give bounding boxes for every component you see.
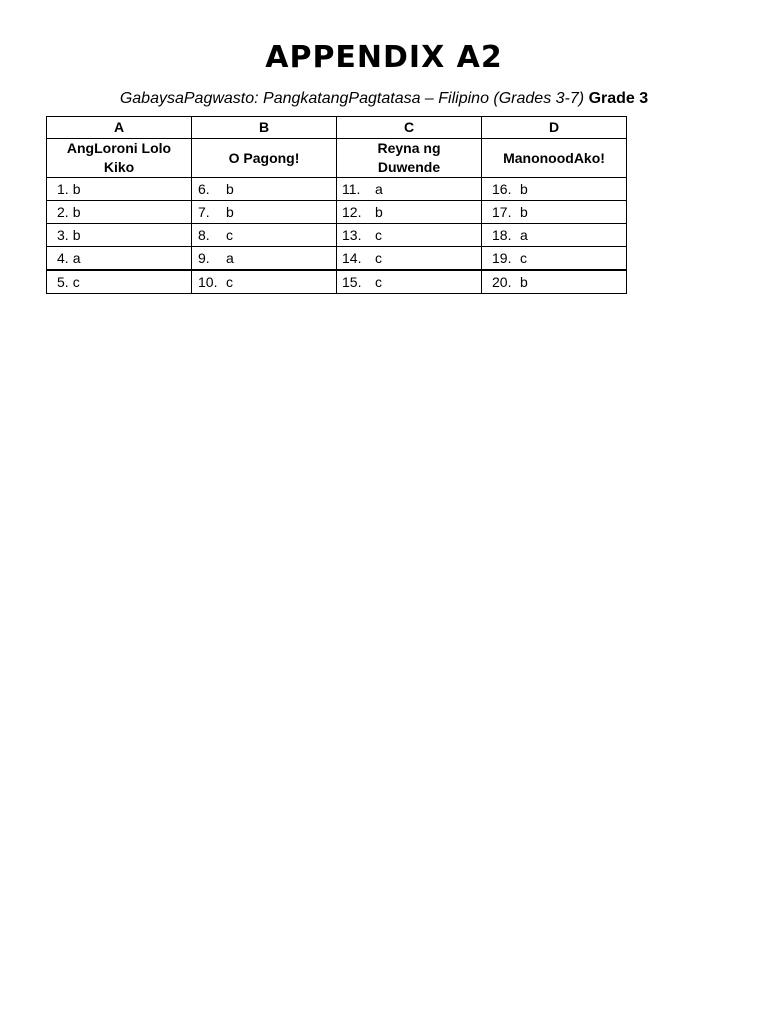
answer-cell — [482, 270, 627, 294]
item-answer: c — [375, 250, 382, 266]
item-number: 7. — [198, 204, 210, 220]
table-row — [47, 178, 627, 201]
answer-cell — [47, 178, 192, 201]
item-number: 15. — [342, 274, 362, 290]
page-title: APPENDIX A2 — [265, 40, 503, 75]
item-number: 20. — [492, 274, 512, 290]
item-number: 6. — [198, 181, 210, 197]
item-number: 19. — [492, 250, 512, 266]
column-letter-a: A — [47, 117, 192, 139]
column-title-c — [337, 139, 482, 178]
answer-cell — [482, 201, 627, 224]
subtitle-guide-text: GabaysaPagwasto: PangkatangPagtatasa – Filipino (Grades 3-7) — [119, 90, 585, 107]
answer-cell — [482, 247, 627, 271]
answer-cell — [337, 224, 482, 247]
item-number: 12. — [342, 204, 362, 220]
item-number: 4. — [57, 250, 69, 266]
item-answer: b — [72, 227, 81, 243]
column-title-a — [47, 139, 192, 178]
table-row — [47, 224, 627, 247]
item-number: 13. — [342, 227, 362, 243]
item-answer: b — [226, 204, 234, 220]
table-row — [47, 201, 627, 224]
answer-cell — [337, 270, 482, 294]
item-answer: c — [72, 274, 80, 290]
item-number: 8. — [198, 227, 210, 243]
item-answer: b — [520, 274, 528, 290]
answer-cell — [192, 247, 337, 271]
item-number: 14. — [342, 250, 362, 266]
table-row — [47, 270, 627, 294]
answer-cell — [337, 201, 482, 224]
subtitle-grade-text: Grade 3 — [588, 90, 649, 107]
answer-cell — [47, 224, 192, 247]
item-number: 2. — [57, 204, 69, 220]
item-answer: a — [375, 181, 383, 197]
answer-cell — [337, 178, 482, 201]
answer-cell — [192, 178, 337, 201]
answer-cell — [482, 178, 627, 201]
item-answer: c — [375, 227, 382, 243]
column-title-a-text: AngLoroni Lolo Kiko — [66, 140, 172, 175]
answer-cell — [482, 224, 627, 247]
answer-cell — [47, 270, 192, 294]
column-title-b — [192, 139, 337, 178]
item-number: 18. — [492, 227, 512, 243]
item-answer: b — [226, 181, 234, 197]
item-answer: b — [520, 181, 528, 197]
page-subtitle — [0, 90, 768, 108]
item-answer: b — [520, 204, 528, 220]
item-answer: c — [375, 274, 382, 290]
item-answer: a — [226, 250, 234, 266]
item-answer: a — [72, 250, 81, 266]
column-title-d — [482, 139, 627, 178]
column-letter-b: B — [192, 117, 337, 139]
column-title-b-text: O Pagong! — [228, 149, 300, 166]
answer-cell — [47, 201, 192, 224]
table-letter-row — [47, 117, 627, 139]
item-answer: c — [226, 227, 233, 243]
item-number: 9. — [198, 250, 210, 266]
item-number: 11. — [342, 181, 361, 197]
item-answer: b — [72, 181, 81, 197]
column-title-c-text: Reyna ng Duwende — [377, 140, 441, 175]
answer-cell — [337, 247, 482, 271]
item-answer: a — [520, 227, 528, 243]
column-title-d-text: ManonoodAko! — [503, 149, 605, 166]
item-number: 10. — [198, 274, 218, 290]
column-letter-c: C — [337, 117, 482, 139]
item-number: 17. — [492, 204, 512, 220]
table-row — [47, 247, 627, 271]
item-number: 5. — [57, 274, 69, 290]
answer-cell — [47, 247, 192, 271]
answer-key-table — [46, 116, 627, 294]
table-title-row — [47, 139, 627, 178]
answer-cell — [192, 224, 337, 247]
answer-cell — [192, 201, 337, 224]
column-letter-d: D — [482, 117, 627, 139]
item-answer: b — [72, 204, 81, 220]
item-answer: c — [520, 250, 527, 266]
answer-cell — [192, 270, 337, 294]
item-number: 1. — [57, 181, 69, 197]
item-answer: b — [375, 204, 383, 220]
item-answer: c — [226, 274, 233, 290]
item-number: 16. — [492, 181, 512, 197]
item-number: 3. — [57, 227, 69, 243]
